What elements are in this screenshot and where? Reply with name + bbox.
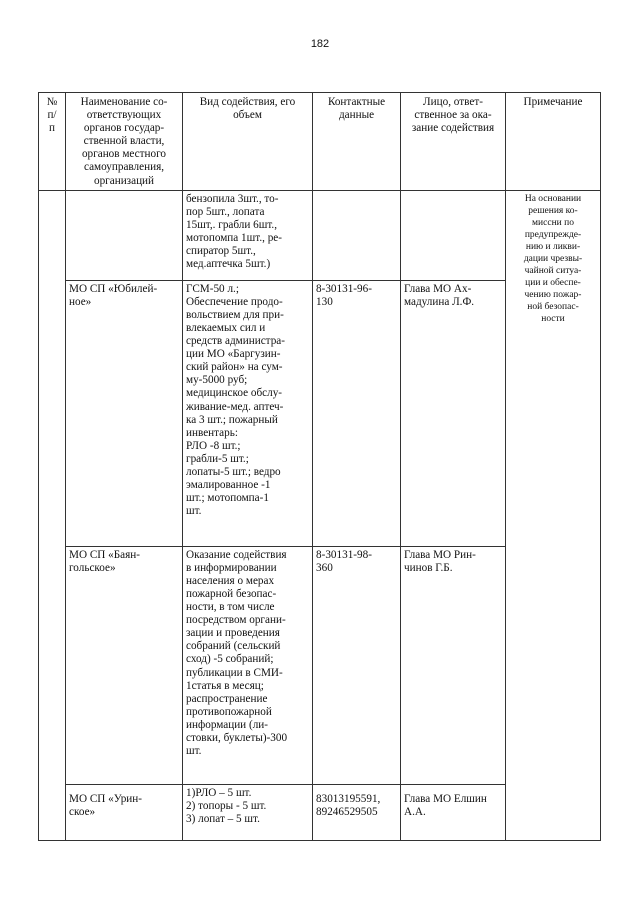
person-cell: Глава МО Рин- чинов Г.Б. [401, 546, 506, 784]
organization-cell: МО СП «Урин- ское» [66, 784, 183, 840]
note-cell: На основании решения ко- миссни по предупрежде- нию и ликви- дации чрезвы- чайной ситуа- ции и обеспе- чению пожар- ной безопас- ности [506, 190, 601, 840]
person-cell: Глава МО Елшин А.А. [401, 784, 506, 840]
assistance-cell: Оказание содействия в информировании населения о мерах пожарной безопас- ности, в том числе посредством органи- зации и проведения собраний (сельский сход) -5 собраний; публикации в СМИ- 1статья в месяц; распространение противопожарной информации (ли- стовки, буклеты)-300 шт. [183, 546, 313, 784]
contacts-cell: 8-30131-98- 360 [313, 546, 401, 784]
header-assistance: Вид содействия, его объем [183, 93, 313, 191]
num-cell [39, 190, 66, 840]
page-number: 182 [310, 38, 330, 50]
organization-cell: МО СП «Баян- гольское» [66, 546, 183, 784]
assistance-cell: 1)РЛО – 5 шт. 2) топоры - 5 шт. 3) лопат – 5 шт. [183, 784, 313, 840]
assistance-cell: ГСМ-50 л.; Обеспечение продо- вольствием для при- влекаемых сил и средств администра- ции МО «Баргузин- ский район» на сум- му-5000 руб; медицинское обслу- живание-мед. аптеч- ка 3 шт.; пожарный инвентарь: РЛО -8 шт.; грабли-5 шт.; лопаты-5 шт.; ведро эмалированное -1 шт.; мотопомпа-1 шт. [183, 280, 313, 546]
table-row [39, 190, 601, 280]
header-num: № п/ п [39, 93, 66, 191]
contacts-cell: 8-30131-96- 130 [313, 280, 401, 546]
assistance-table [38, 92, 601, 841]
contacts-cell [313, 190, 401, 280]
person-cell [401, 190, 506, 280]
header-contacts: Контактные данные [313, 93, 401, 191]
header-person: Лицо, ответ- ственное за ока- зание содействия [401, 93, 506, 191]
person-cell: Глава МО Ах- мадулина Л.Ф. [401, 280, 506, 546]
assistance-cell: бензопила 3шт., то- пор 5шт., лопата 15шт,. грабли 6шт., мотопомпа 1шт., ре- спиратор 5шт., мед.аптечка 5шт.) [183, 190, 313, 280]
organization-cell [66, 190, 183, 280]
organization-cell: МО СП «Юбилей- ное» [66, 280, 183, 546]
header-note: Примечание [506, 93, 601, 191]
contacts-cell: 83013195591, 89246529505 [313, 784, 401, 840]
table-header-row [39, 93, 601, 191]
header-organization: Наименование со- ответствующих органов государ- ственной власти, органов местного самоуправления, организаций [66, 93, 183, 191]
